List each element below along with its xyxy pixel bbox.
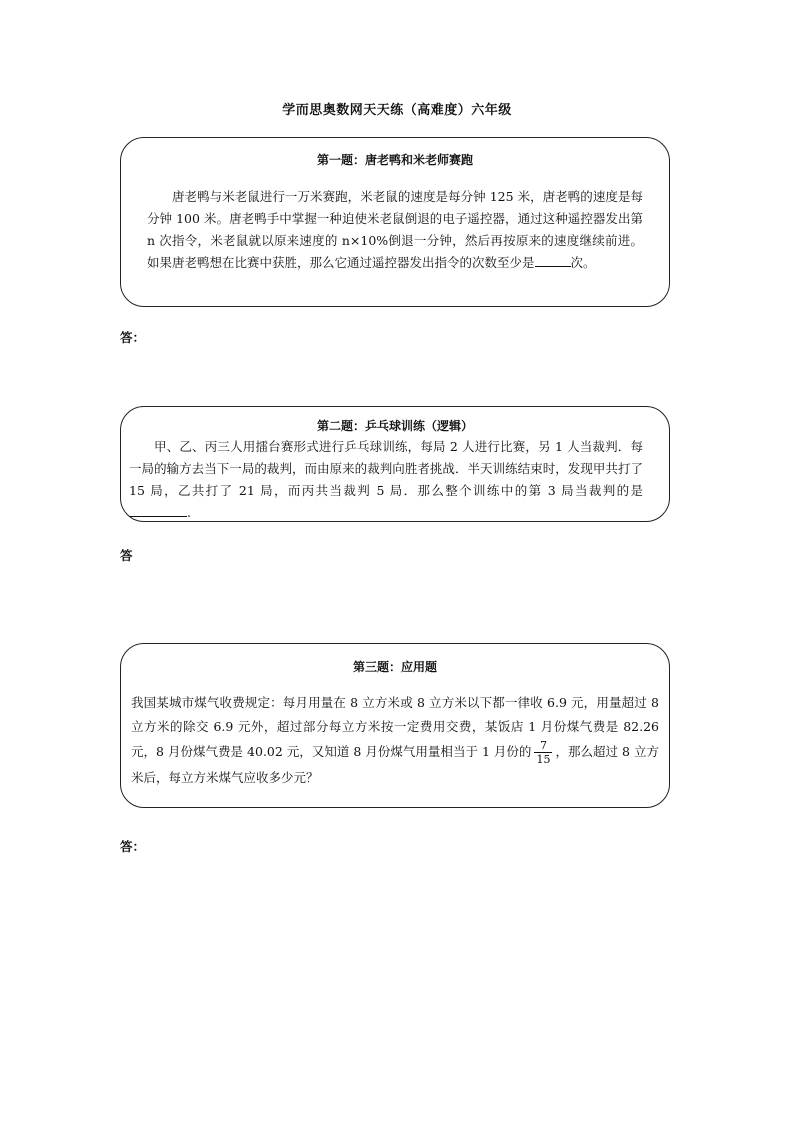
answer-label-1: 答： [120,330,146,345]
question-2-text-end: . [187,505,191,520]
question-3-text: 我国某城市煤气收费规定：每月用量在 8 立方米或 8 立方米以下都一律收 6.9 元，用量超过 8 立方米的除交 6.9 元外，超过部分每立方米按一定费用交费，某饭店 1 月份煤气费是 82.26 元，8 月份煤气费是 40.02 元，又知道 8 月份煤气用量相当于 1 月份的 [131,695,659,759]
question-2-title: 第二题：乒乓球训练（逻辑） [316,419,473,433]
question-1-body [147,186,643,274]
question-1-box [120,137,670,307]
question-2-text: 甲、乙、丙三人用擂台赛形式进行乒乓球训练，每局 2 人进行比赛，另 1 人当裁判．每一局的输方去当下一局的裁判，而由原来的裁判向胜者挑战．半天训练结束时，发现甲共打了 15 局，乙共打了 21 局，而丙共当裁判 5 局．那么整个训练中的第 3 局当裁判的是 [129,439,643,498]
answer-label-2: 答 [120,548,133,563]
question-3-box [120,643,670,808]
question-2-box [120,406,670,522]
question-3-body [131,691,659,790]
question-3-title: 第三题：应用题 [352,660,437,674]
answer-blank [535,252,571,267]
question-3-text-end: ，那么超过 8 立方米后，每立方米煤气应收多少元？ [131,744,659,785]
question-1-text-end: 次。 [570,255,596,270]
answer-label-3: 答： [120,839,146,854]
fraction [534,739,552,766]
question-1-title: 第一题：唐老鸭和米老师赛跑 [316,153,473,167]
document-title: 学而思奥数网天天练（高难度）六年级 [282,103,512,118]
question-1-text: 唐老鸭与米老鼠进行一万米赛跑，米老鼠的速度是每分钟 125 米，唐老鸭的速度是每分钟 100 米。唐老鸭手中掌握一种迫使米老鼠倒退的电子遥控器，通过这种遥控器发出第 n 次指令，米老鼠就以原来速度的 n×10%倒退一分钟，然后再按原来的速度继续前进。如果唐老鸭想在比赛中获胜，那么它通过遥控器发出指令的次数至少是 [147,189,643,270]
question-2-body [129,436,643,524]
fraction-numerator: 7 [539,739,547,752]
answer-blank [129,502,187,517]
fraction-denominator: 15 [536,753,551,766]
